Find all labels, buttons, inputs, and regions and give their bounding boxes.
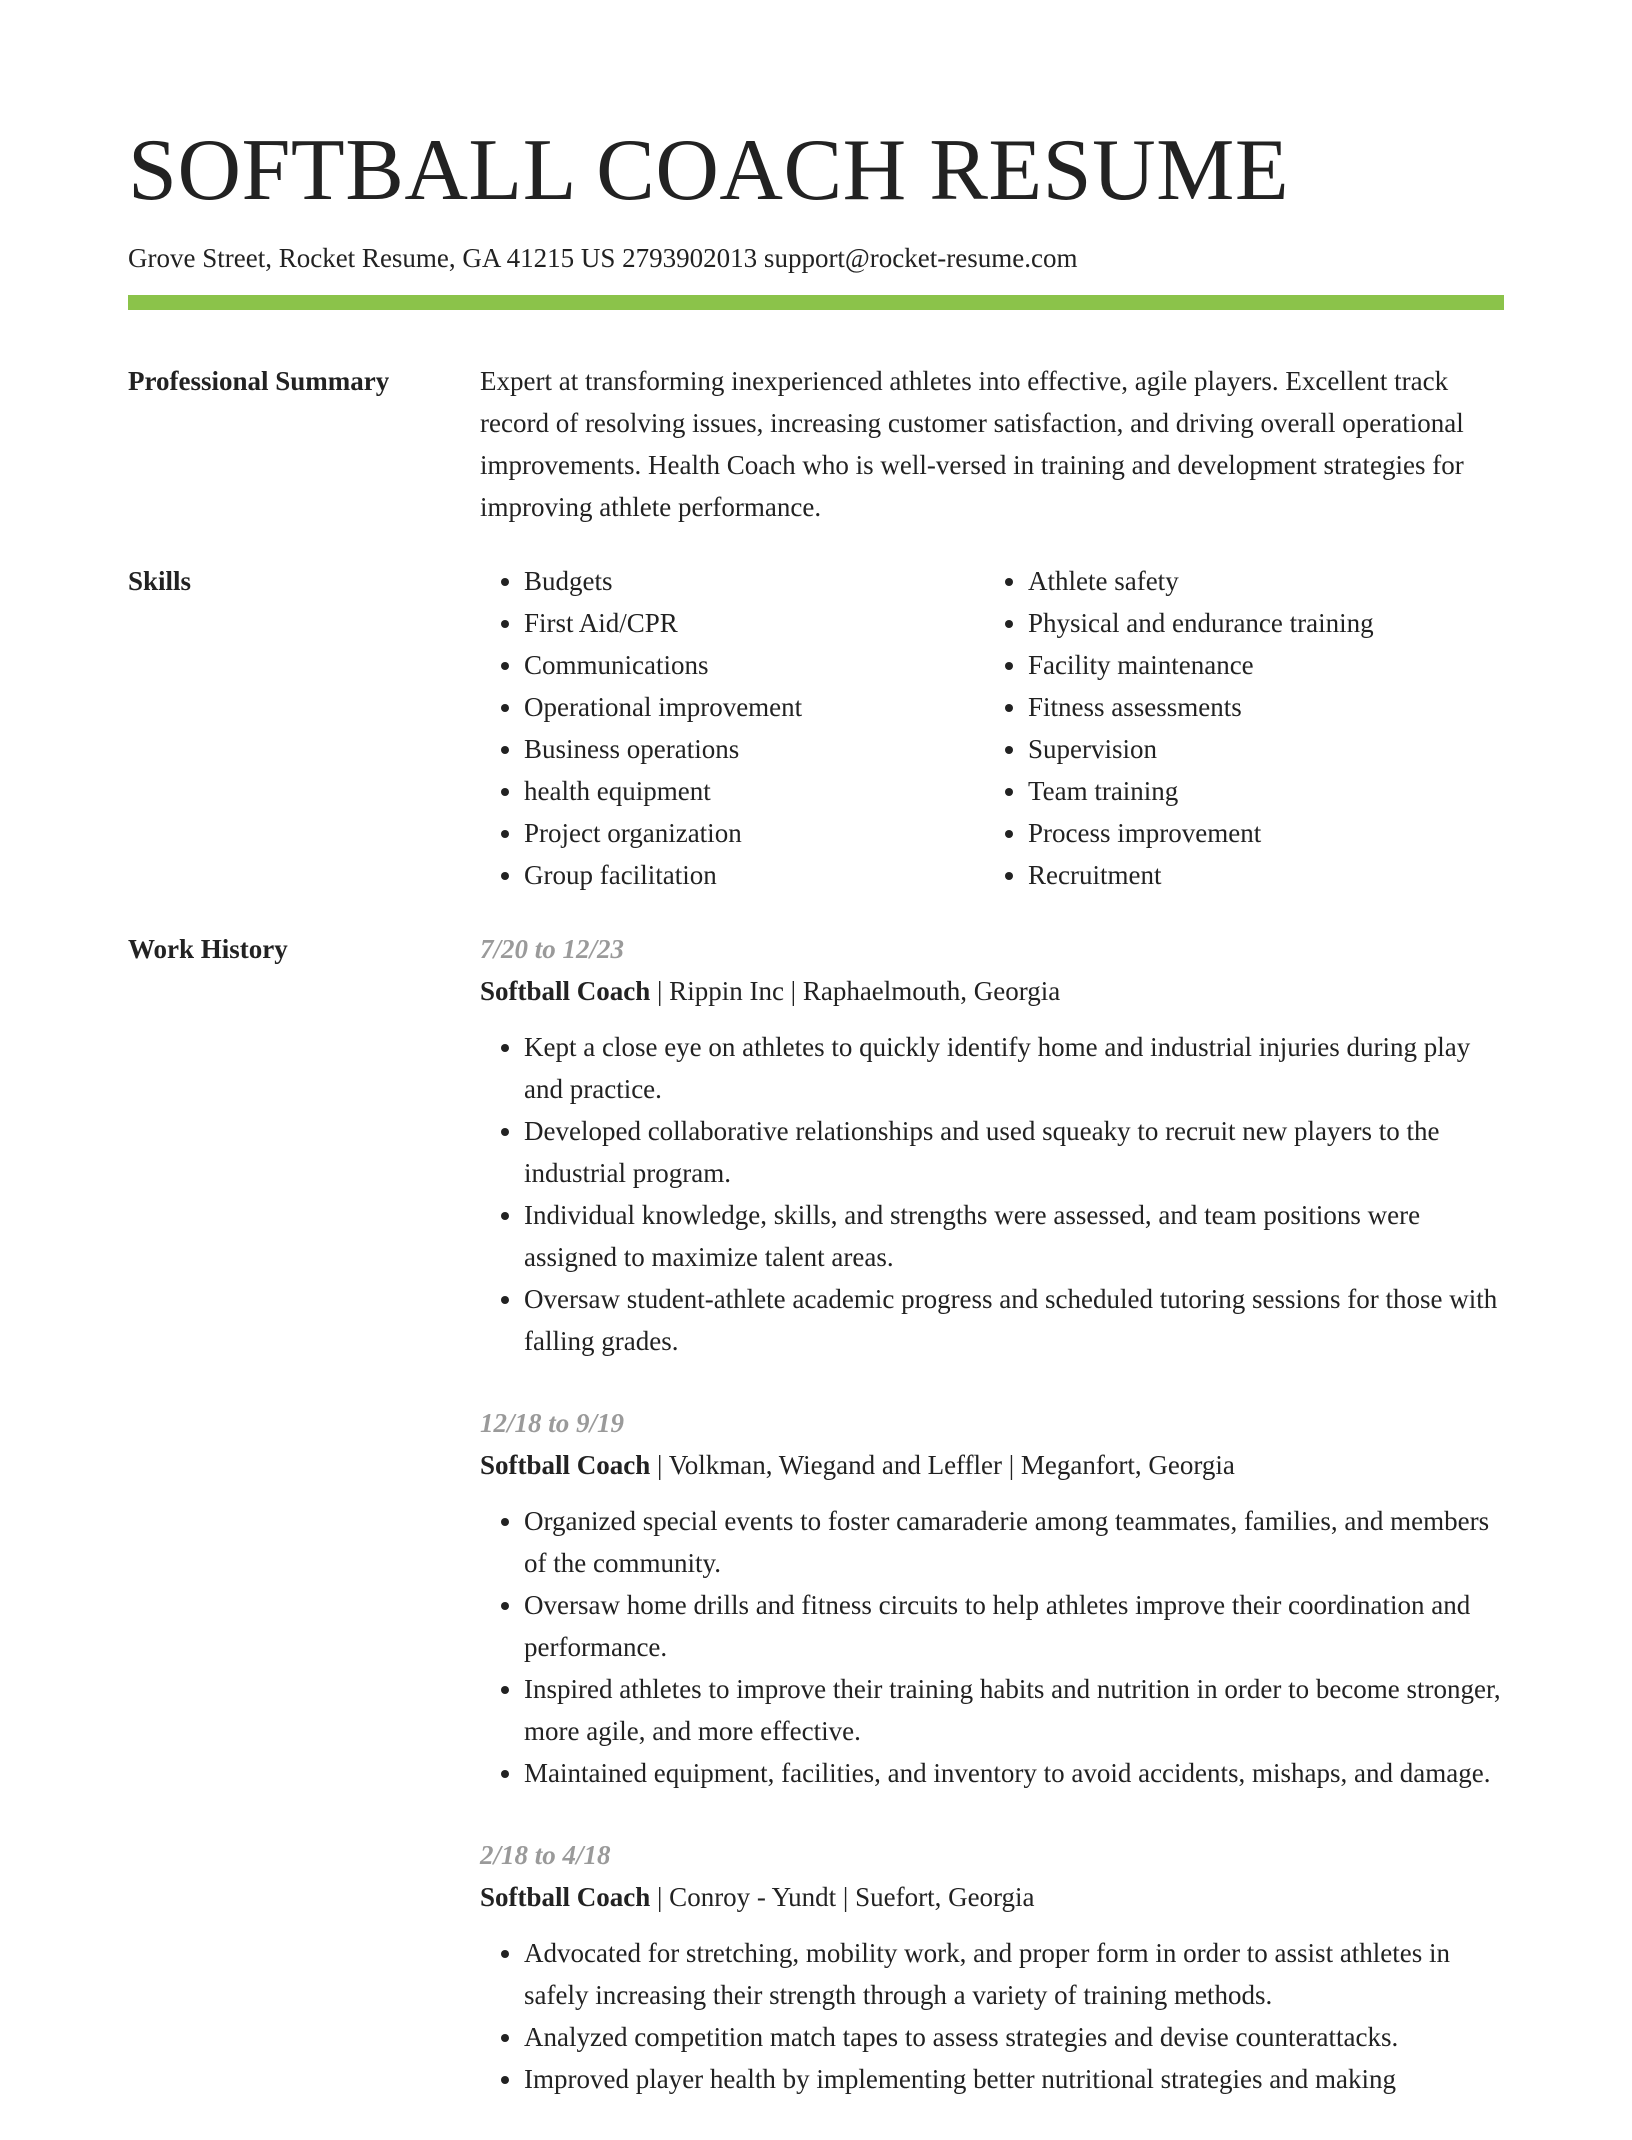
job-title: Softball Coach (480, 1882, 651, 1912)
skills-body (480, 560, 1504, 896)
skills-list-left (480, 560, 984, 896)
section-label-summary: Professional Summary (128, 366, 390, 396)
skill-item: • Fitness assessments (1028, 686, 1488, 728)
skill-item: • Budgets (524, 560, 984, 602)
job-bullet: • Oversaw home drills and fitness circuits to help athletes improve their coordination and performance. (524, 1584, 1504, 1668)
skill-item: • Athlete safety (1028, 560, 1488, 602)
work-history-body (480, 928, 1504, 2140)
job-bullet: • Maintained equipment, facilities, and inventory to avoid accidents, mishaps, and damage. (524, 1752, 1504, 1794)
job-bullet: • Advocated for stretching, mobility work, and proper form in order to assist athletes in safely increasing their strength through a variety of training methods. (524, 1932, 1504, 2016)
job-bullets (480, 1026, 1504, 1362)
skills-list-right (984, 560, 1488, 896)
skills-section (128, 560, 1504, 896)
skill-item: • Operational improvement (524, 686, 984, 728)
section-label-work: Work History (128, 934, 288, 964)
skill-item: • Team training (1028, 770, 1488, 812)
skill-item: • health equipment (524, 770, 984, 812)
skill-item: • Project organization (524, 812, 984, 854)
job-title-line (480, 970, 1504, 1012)
job-bullet: • Analyzed competition match tapes to assess strategies and devise counterattacks. (524, 2016, 1504, 2058)
job-bullets (480, 1932, 1504, 2100)
job-title-line (480, 1444, 1504, 1486)
job-entry (480, 928, 1504, 1362)
job-title-line (480, 1876, 1504, 1918)
job-dates: 7/20 to 12/23 (480, 934, 625, 964)
job-dates: 2/18 to 4/18 (480, 1840, 611, 1870)
summary-text: Expert at transforming inexperienced athletes into effective, agile players. Excellent track record of resolving issues, increasing customer satisfaction, and driving overall operational improvements. Health Coach who is well-versed in training and development strategies for improving athlete performance. (480, 366, 1464, 522)
skill-item: • First Aid/CPR (524, 602, 984, 644)
resume-title: SOFTBALL COACH RESUME (128, 122, 1290, 219)
job-bullet: • Individual knowledge, skills, and strengths were assessed, and team positions were assigned to maximize talent areas. (524, 1194, 1504, 1278)
job-company-location: | Volkman, Wiegand and Leffler | Meganfort, Georgia (650, 1450, 1235, 1480)
skill-item: • Process improvement (1028, 812, 1488, 854)
accent-divider (128, 295, 1504, 310)
skill-item: • Business operations (524, 728, 984, 770)
skill-item: • Communications (524, 644, 984, 686)
job-company-location: | Conroy - Yundt | Suefort, Georgia (650, 1882, 1035, 1912)
job-entry (480, 1834, 1504, 2100)
skill-item: • Group facilitation (524, 854, 984, 896)
contact-line: Grove Street, Rocket Resume, GA 41215 US 2793902013 support@rocket-resume.com (128, 243, 1078, 273)
job-dates: 12/18 to 9/19 (480, 1408, 625, 1438)
job-title: Softball Coach (480, 976, 651, 1006)
job-bullet: • Improved player health by implementing better nutritional strategies and making (524, 2058, 1504, 2100)
resume-page (128, 0, 1504, 2140)
job-bullets (480, 1500, 1504, 1794)
job-entry (480, 1402, 1504, 1794)
job-bullet: • Kept a close eye on athletes to quickly identify home and industrial injuries during play and practice. (524, 1026, 1504, 1110)
skill-item: • Supervision (1028, 728, 1488, 770)
job-bullet: • Oversaw student-athlete academic progress and scheduled tutoring sessions for those with falling grades. (524, 1278, 1504, 1362)
work-history-section (128, 928, 1504, 2140)
section-label-skills: Skills (128, 566, 192, 596)
job-bullet: • Developed collaborative relationships and used squeaky to recruit new players to the industrial program. (524, 1110, 1504, 1194)
skill-item: • Physical and endurance training (1028, 602, 1488, 644)
skill-item: • Recruitment (1028, 854, 1488, 896)
summary-section (128, 360, 1504, 528)
job-title: Softball Coach (480, 1450, 651, 1480)
skills-columns (480, 560, 1504, 896)
job-company-location: | Rippin Inc | Raphaelmouth, Georgia (650, 976, 1061, 1006)
job-bullet: • Organized special events to foster camaraderie among teammates, families, and members of the community. (524, 1500, 1504, 1584)
job-bullet: • Inspired athletes to improve their training habits and nutrition in order to become stronger, more agile, and more effective. (524, 1668, 1504, 1752)
skill-item: • Facility maintenance (1028, 644, 1488, 686)
